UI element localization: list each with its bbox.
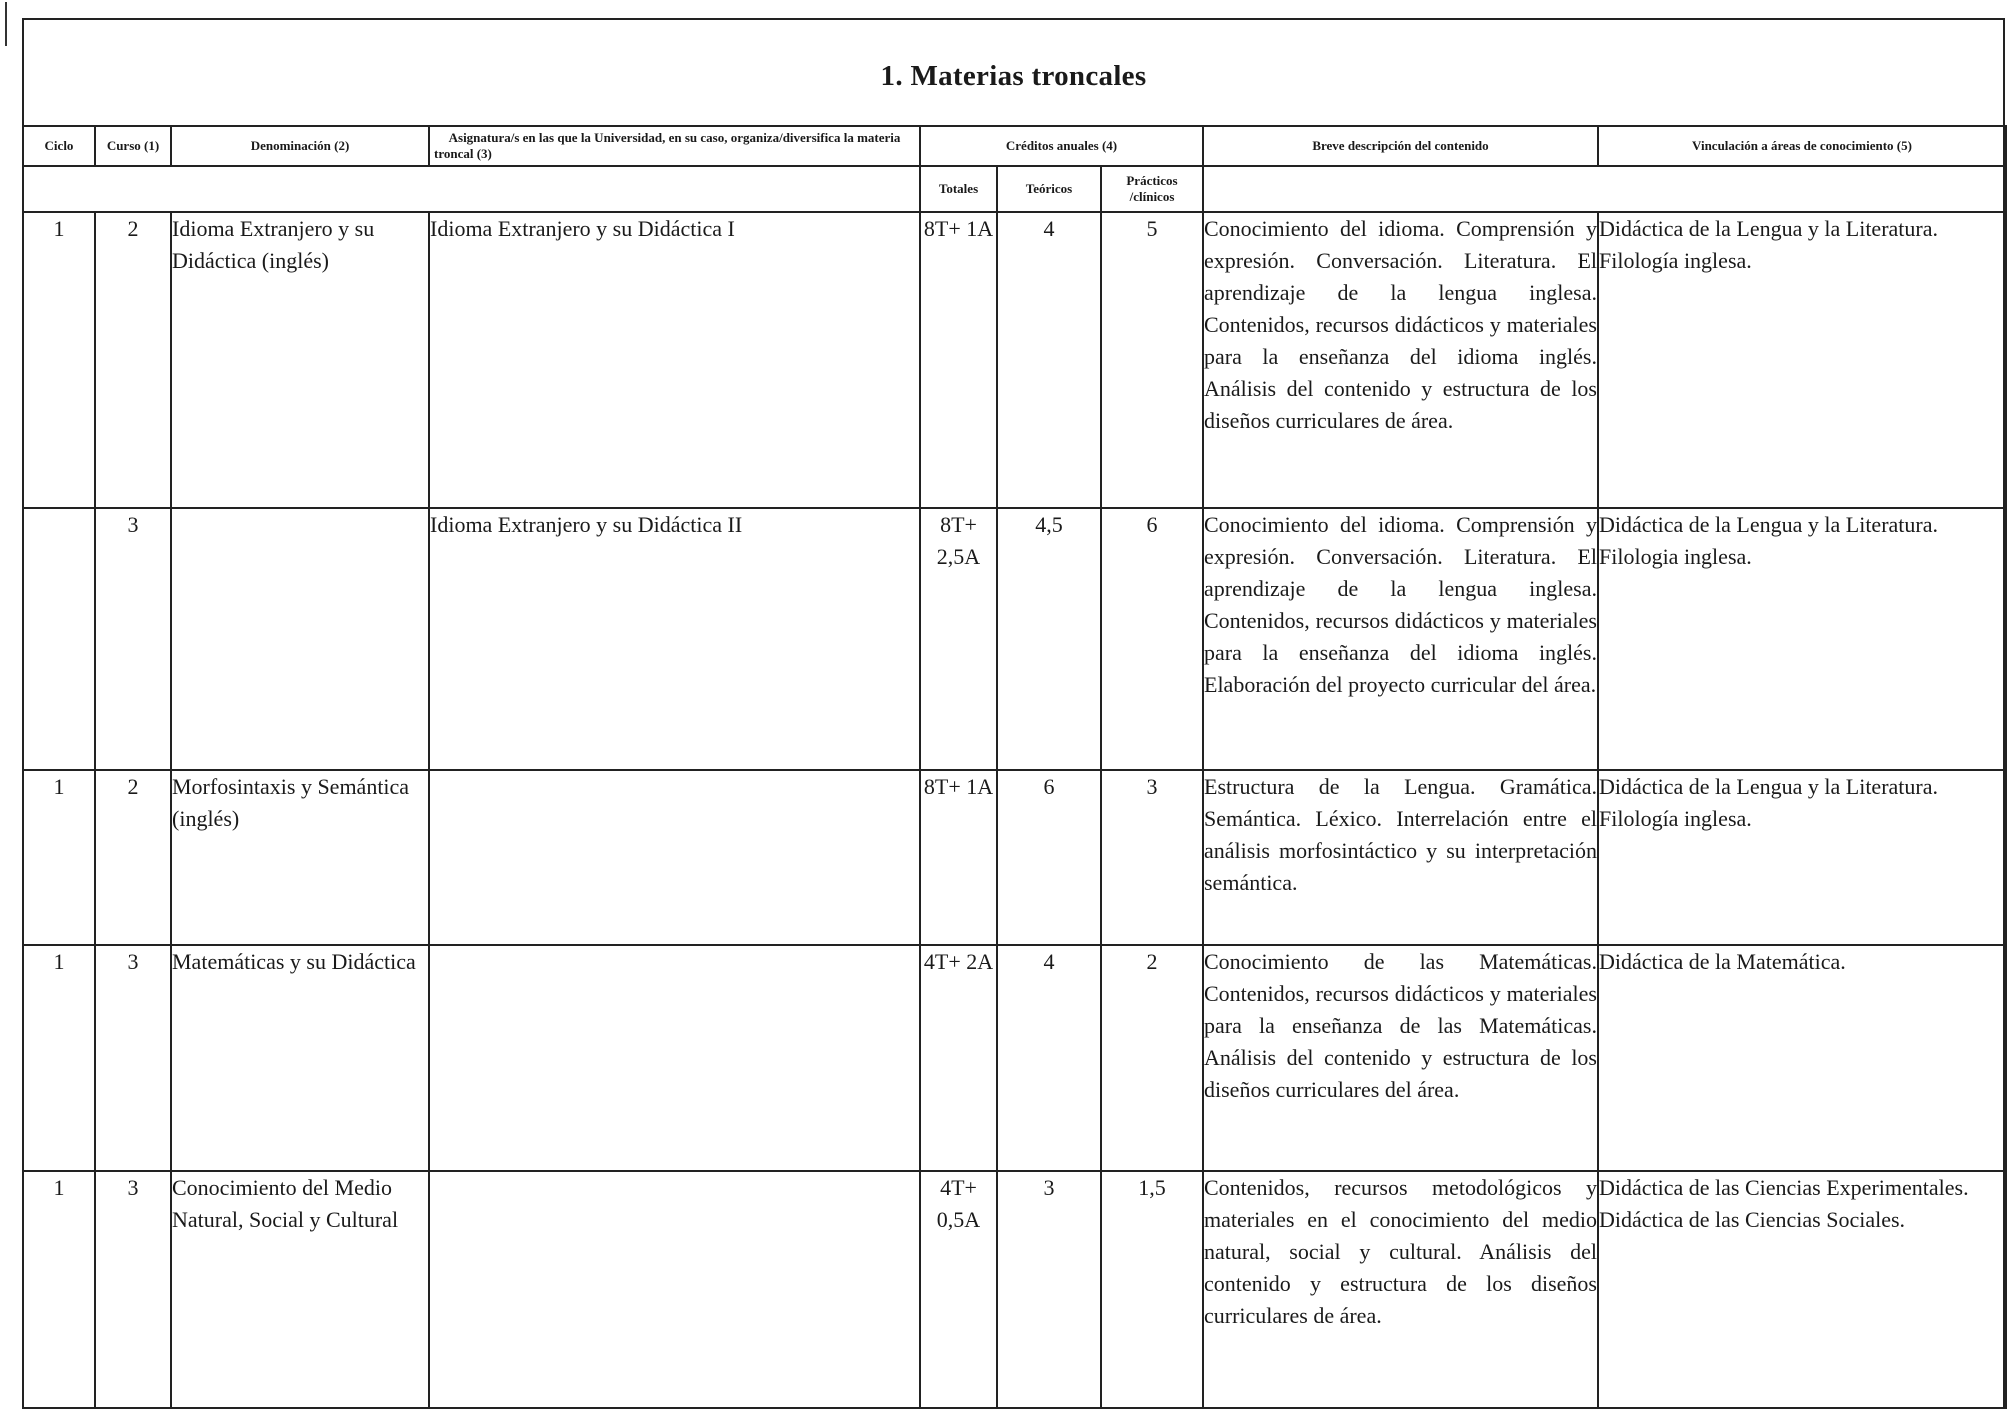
subheader-row [23,166,2006,212]
header-practicos: Prácticos /clínicos [1101,166,1203,212]
header-row [23,126,2006,166]
cell-totales: 8T+ 1A [920,212,997,508]
cell-vinculacion [1598,508,2006,770]
cell-teoricos: 4 [997,212,1101,508]
cell-vinculacion [1598,1171,2006,1408]
materias-table [22,125,2007,1409]
cell-practicos: 5 [1101,212,1203,508]
table-row [23,770,2006,946]
cell-teoricos: 4,5 [997,508,1101,770]
cell-curso: 3 [95,508,171,770]
cell-practicos: 1,5 [1101,1171,1203,1408]
vinculacion-line: Didáctica de las Ciencias Sociales. [1599,1206,1906,1232]
cell-totales: 4T+ 0,5A [920,1171,997,1408]
header-denominacion: Denominación (2) [171,126,429,166]
header-descripcion: Breve descripción del contenido [1203,126,1598,166]
cell-ciclo: 1 [23,212,95,508]
cell-curso: 3 [95,1171,171,1408]
table-row [23,1171,2006,1408]
header-totales: Totales [920,166,997,212]
cell-practicos: 6 [1101,508,1203,770]
header-curso: Curso (1) [95,126,171,166]
cell-totales: 8T+ 1A [920,770,997,946]
cell-denominacion: Matemáticas y su Didáctica [171,945,429,1170]
vinculacion-line: Didáctica de la Lengua y la Literatura. [1599,216,1938,241]
table-row [23,508,2006,770]
vinculacion-line: Filología inglesa. [1599,248,1752,273]
cell-asignatura: Idioma Extranjero y su Didáctica I [429,212,920,508]
cell-totales: 8T+ 2,5A [920,508,997,770]
vinculacion-line: Filologia inglesa. [1599,543,1752,569]
cell-descripcion: Contenidos, recursos metodológicos y materiales en el conocimiento del medio natural, social y cultural. Análisis del contenido y estructura de los diseños curriculares de área. [1203,1171,1598,1408]
subheader-blank-right [1203,166,2006,212]
vinculacion-line: Didáctica de la Lengua y la Literatura. [1599,773,1938,799]
cell-vinculacion [1598,770,2006,946]
cell-ciclo [23,508,95,770]
cell-totales: 4T+ 2A [920,945,997,1170]
cell-ciclo: 1 [23,1171,95,1408]
cell-teoricos: 4 [997,945,1101,1170]
margin-mark [5,2,7,46]
cell-curso: 2 [95,212,171,508]
cell-ciclo: 1 [23,945,95,1170]
cell-descripcion: Estructura de la Lengua. Gramática. Semántica. Léxico. Interrelación entre el análisis morfosintáctico y su interpretación semántica. [1203,770,1598,946]
cell-curso: 2 [95,770,171,946]
cell-denominacion: Morfosintaxis y Semántica (inglés) [171,770,429,946]
cell-denominacion [171,508,429,770]
cell-practicos: 3 [1101,770,1203,946]
header-asignaturas: Asignatura/s en las que la Universidad, en su caso, organiza/diversifica la materia troncal (3) [429,126,920,166]
cell-teoricos: 6 [997,770,1101,946]
cell-asignatura [429,945,920,1170]
cell-ciclo: 1 [23,770,95,946]
cell-denominacion: Idioma Extranjero y su Didáctica (inglés) [171,212,429,508]
cell-descripcion: Conocimiento del idioma. Comprensión y expresión. Conversación. Literatura. El aprendizaje de la lengua inglesa. Contenidos, recursos didácticos y materiales para la enseñanza del idioma inglés. Análisis del contenido y estructura de los diseños curriculares de área. [1203,212,1598,508]
cell-vinculacion [1598,212,2006,508]
cell-descripcion: Conocimiento de las Matemáticas. Contenidos, recursos didácticos y materiales para la enseñanza de las Matemáticas. Análisis del contenido y estructura de los diseños curriculares del área. [1203,945,1598,1170]
table-row [23,945,2006,1170]
cell-asignatura [429,770,920,946]
cell-practicos: 2 [1101,945,1203,1170]
header-teoricos: Teóricos [997,166,1101,212]
cell-curso: 3 [95,945,171,1170]
vinculacion-line: Didáctica de las Ciencias Experimentales. [1599,1174,1969,1200]
header-creditos: Créditos anuales (4) [920,126,1203,166]
cell-asignatura [429,1171,920,1408]
vinculacion-line: Didáctica de la Matemática. [1599,949,1846,975]
page-title: 1. Materias troncales [880,60,1147,92]
table-row [23,212,2006,508]
cell-denominacion: Conocimiento del Medio Natural, Social y Cultural [171,1171,429,1408]
vinculacion-line: Filología inglesa. [1599,805,1752,831]
vinculacion-line: Didáctica de la Lengua y la Literatura. [1599,511,1938,537]
subheader-blank [23,166,920,212]
cell-descripcion: Conocimiento del idioma. Comprensión y expresión. Conversación. Literatura. El aprendizaje de la lengua inglesa. Contenidos, recursos didácticos y materiales para la enseñanza del idioma inglés. Elaboración del proyecto curricular del área. [1203,508,1598,770]
cell-asignatura: Idioma Extranjero y su Didáctica II [429,508,920,770]
header-ciclo: Ciclo [23,126,95,166]
cell-teoricos: 3 [997,1171,1101,1408]
header-vinculacion: Vinculación a áreas de conocimiento (5) [1598,126,2006,166]
cell-vinculacion [1598,945,2006,1170]
